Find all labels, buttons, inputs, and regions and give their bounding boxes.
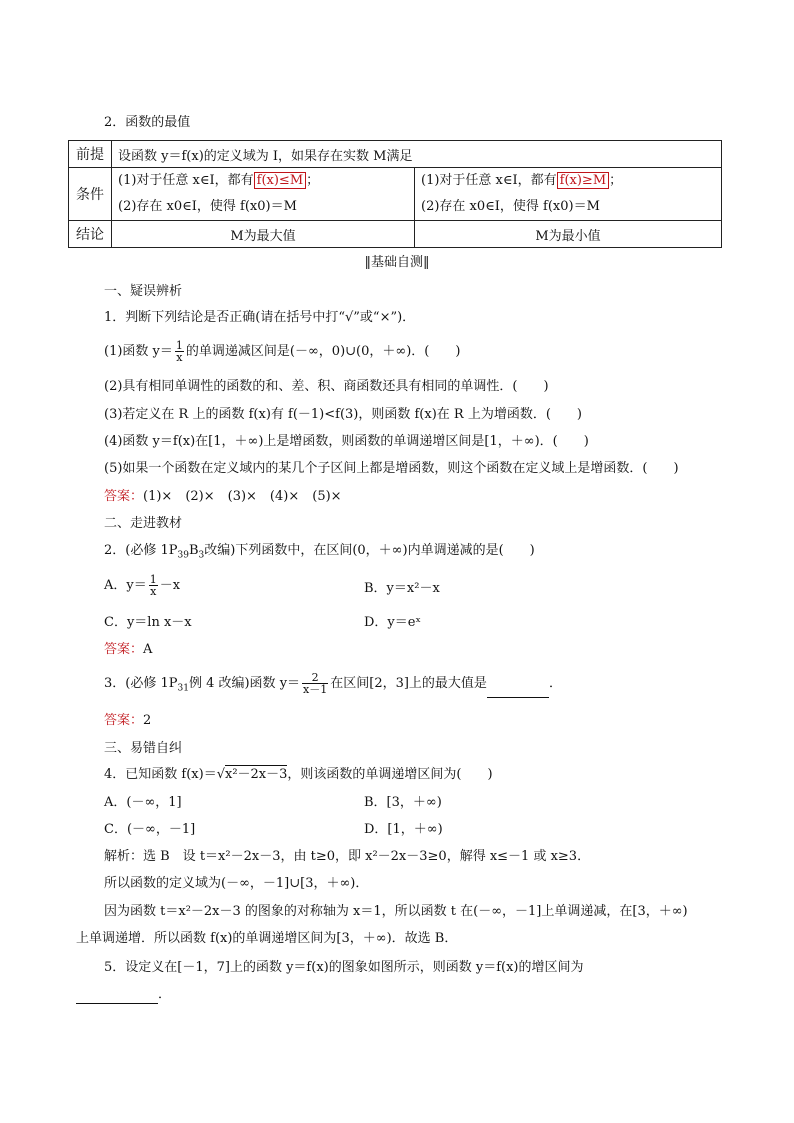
max-conclusion: M为最大值 <box>112 221 415 248</box>
q4-option-c: C．(－∞，－1] <box>104 822 196 837</box>
min-conditions <box>415 168 722 221</box>
q1-item-5: (5)如果一个函数在定义域内的某几个子区间上都是增函数，则这个函数在定义域上是增函数．( ) <box>104 461 679 476</box>
section-title: 2．函数的最值 <box>104 115 191 130</box>
q1-stem: 1．判断下列结论是否正确(请在括号中打“√”或“×”)． <box>104 310 416 325</box>
min-condition-1: (1)对于任意 x∈I，都有 f(x)≥M ； <box>421 173 623 188</box>
q1-item-3: (3)若定义在 R 上的函数 f(x)有 f(－1)<f(3)，则函数 f(x)在 R 上为增函数．( ) <box>104 407 582 422</box>
min-condition-2: (2)存在 x0∈I，使得 f(x0)＝M <box>421 199 600 214</box>
q1-answer: 答案：(1)× (2)× (3)× (4)× (5)× <box>104 489 342 504</box>
q5-stem: 5．设定义在[－1，7]上的函数 y＝f(x)的图象如图所示，则函数 y＝f(x)的增区间为 <box>104 960 584 975</box>
min-conclusion: M为最小值 <box>415 221 722 248</box>
q4-stem: 4．已知函数 f(x)＝√x²－2x－3，则该函数的单调递增区间为( ) <box>104 767 493 782</box>
answer-label: 答案： <box>104 489 144 504</box>
max-condition-answer-box: f(x)≤M <box>254 172 307 189</box>
q4-solution-line-2: 所以函数的定义域为(－∞，－1]∪[3，＋∞)． <box>104 876 369 891</box>
q3-stem: 3．(必修 $1P_{31}$例 4 改编)函数 y＝ $\frac{2}{x-1}$ 在区间[2，3]上的最大值是 ． <box>104 671 562 696</box>
part2-heading: 二、走进教材 <box>104 516 183 531</box>
q2-option-d: D．y＝eˣ <box>364 615 421 630</box>
q2-answer: 答案：A <box>104 642 153 657</box>
q4-option-d: D．[1，＋∞) <box>364 822 443 837</box>
q2-stem: 2．(必修 $1P_{39}B_3$改编)下列函数中，在区间(0，＋∞)内单调递减的是( ) <box>104 543 535 561</box>
part1-heading: 一、疑误辨析 <box>104 284 183 299</box>
max-condition-1: (1)对于任意 x∈I，都有 f(x)≤M ； <box>118 173 320 188</box>
max-condition-2: (2)存在 x0∈I，使得 f(x0)＝M <box>118 199 297 214</box>
premise-header: 前提 <box>69 141 112 168</box>
condition-header: 条件 <box>69 168 112 221</box>
q1-item-4: (4)函数 y＝f(x)在[1，＋∞)上是增函数，则函数的单调递增区间是[1，＋∞)．( ) <box>104 434 589 449</box>
q1-item-2: (2)具有相同单调性的函数的和、差、积、商函数还具有相同的单调性．( ) <box>104 379 549 394</box>
answer-label: 答案： <box>104 642 144 657</box>
max-min-table <box>68 140 722 248</box>
fraction-2-over-x-minus-1: $\frac{2}{x-1}$ <box>303 671 328 696</box>
min-condition-answer-box: f(x)≥M <box>557 172 610 189</box>
q1-item-1: (1)函数 y＝ $\frac{1}{x}$ 的单调递减区间是(－∞，0)∪(0，＋∞)．( ) <box>104 339 461 364</box>
answer-blank <box>76 985 158 1004</box>
premise-text: 设函数 y＝f(x)的定义域为 I，如果存在实数 M满足 <box>112 141 722 168</box>
answer-blank <box>487 679 549 698</box>
q4-solution-line-4: 上单调递增．所以函数 f(x)的单调递增区间为[3，＋∞)．故选 B． <box>76 931 458 946</box>
q4-solution-line-1: 解析：选 B 设 t＝x²－2x－3，由 t≥0，即 x²－2x－3≥0，解得 x≤－1 或 x≥3． <box>104 849 591 864</box>
conclusion-header: 结论 <box>69 221 112 248</box>
q4-option-b: B．[3，＋∞) <box>364 795 442 810</box>
q2-option-b: B．y＝x²－x <box>364 581 440 596</box>
part3-heading: 三、易错自纠 <box>104 741 183 756</box>
q5-answer-line: ． <box>76 985 171 1004</box>
divider-title: ‖基础自测‖ <box>364 255 430 270</box>
fraction-1-over-x: $\frac{1}{x}$ <box>175 339 183 364</box>
answer-label: 答案： <box>104 713 144 728</box>
q4-option-a: A．(－∞，1] <box>104 795 182 810</box>
q2-option-c: C．y＝ln x－x <box>104 615 192 630</box>
q3-answer: 答案：2 <box>104 713 152 728</box>
q4-solution-line-3: 因为函数 t＝x²－2x－3 的图象的对称轴为 x＝1，所以函数 t 在(－∞，－1]上单调递减，在[3，＋∞) <box>104 904 688 919</box>
max-conditions <box>112 168 415 221</box>
square-root-radicand: x²－2x－3 <box>224 767 288 782</box>
fraction-1-over-x: $\frac{1}{x}$ <box>149 573 157 598</box>
q2-option-a: A．y＝ $\frac{1}{x}$ －x <box>104 573 181 598</box>
